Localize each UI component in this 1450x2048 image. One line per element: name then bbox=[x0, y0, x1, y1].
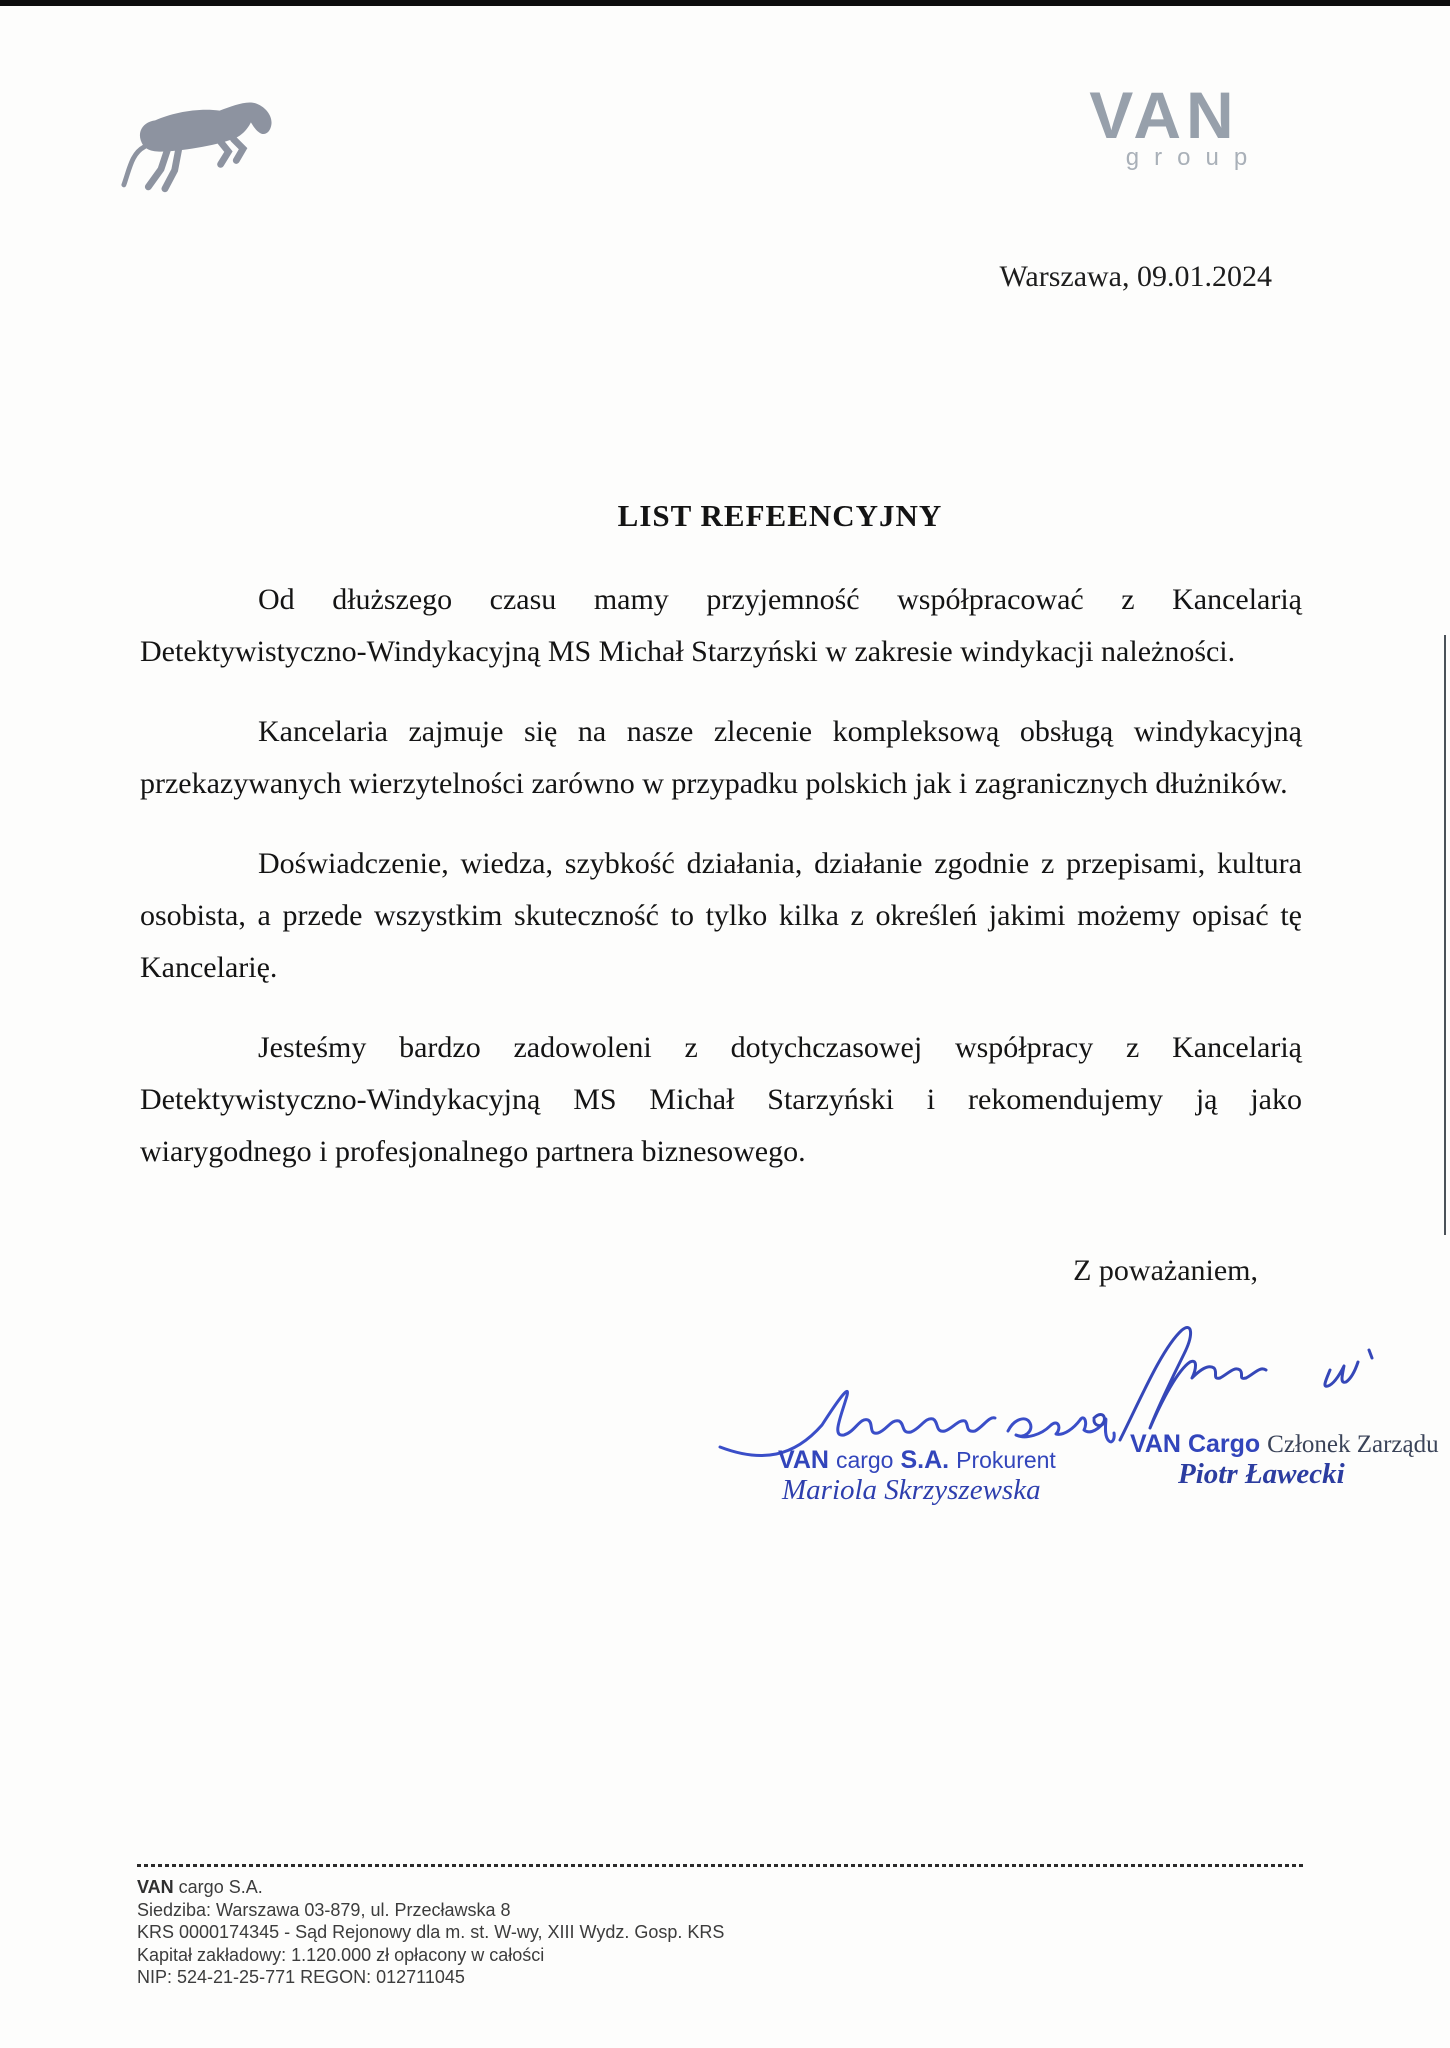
paragraph-4: Jesteśmy bardzo zadowoleni z dotychczasowej współpracy z Kancelarią Detektywistyczno-Windykacyjną MS Michał Starzyński i rekomendujemy ją jako wiarygodnego i profesjonalnego partnera biznesowego. bbox=[140, 1031, 1302, 1168]
stamp-left-cargo: cargo bbox=[835, 1447, 894, 1473]
scan-right-edge-line bbox=[1444, 635, 1446, 1235]
van-logo-text: VAN bbox=[1089, 78, 1239, 152]
date-line: Warszawa, 09.01.2024 bbox=[999, 260, 1272, 293]
paragraph-1: Od dłuższego czasu mamy przyjemność współpracować z Kancelarią Detektywistyczno-Windykacyjną MS Michał Starzyński w zakresie windykacji należności. bbox=[140, 583, 1302, 668]
stamp-left-sa: S.A. bbox=[900, 1446, 950, 1474]
scan-top-edge bbox=[0, 0, 1450, 6]
signer-name-right: Piotr Ławecki bbox=[1178, 1458, 1345, 1490]
footer-capital-line: Kapitał zakładowy: 1.120.000 zł opłacony w całości bbox=[137, 1944, 545, 1965]
stamp-right-role: Członek Zarządu bbox=[1267, 1431, 1439, 1458]
closing-salutation: Z poważaniem, bbox=[1073, 1254, 1258, 1287]
footer-krs-line: KRS 0000174345 - Sąd Rejonowy dla m. st. W-wy, XIII Wydz. Gosp. KRS bbox=[137, 1922, 725, 1942]
footer-dashed-rule bbox=[137, 1864, 1303, 1867]
footer-company-line bbox=[137, 1876, 1137, 1899]
letter-body bbox=[140, 574, 1302, 1206]
stamp-left-van: VAN bbox=[778, 1446, 829, 1474]
footer-nip-regon-line: NIP: 524-21-25-771 REGON: 012711045 bbox=[137, 1967, 465, 1987]
signer-name-left: Mariola Skrzyszewska bbox=[782, 1474, 1041, 1506]
footer-company-info bbox=[137, 1876, 1137, 1989]
footer-company-rest: cargo S.A. bbox=[173, 1877, 263, 1897]
footer-address-line: Siedziba: Warszawa 03-879, ul. Przecławska 8 bbox=[137, 1899, 511, 1920]
stamp-left bbox=[778, 1446, 1063, 1475]
paragraph-2: Kancelaria zajmuje się na nasze zlecenie kompleksową obsługą windykacyjną przekazywanych wierzytelności zarówno w przypadku polskich jak i zagranicznych dłużników. bbox=[140, 715, 1302, 800]
letter-title: LIST REFEENCYJNY bbox=[617, 498, 943, 533]
stamp-right-van: VAN bbox=[1130, 1430, 1181, 1458]
paragraph-3: Doświadczenie, wiedza, szybkość działania, działanie zgodnie z przepisami, kultura osobista, a przede wszystkim skuteczność to tylko kilka z określeń jakimi możemy opisać tę Kancelarię. bbox=[140, 847, 1302, 984]
van-group-logo bbox=[1038, 78, 1290, 172]
van-logo-subtext: group bbox=[1125, 144, 1263, 171]
stamp-right-cargo: Cargo bbox=[1187, 1430, 1261, 1458]
horse-logo-icon bbox=[118, 76, 333, 196]
footer-company-bold: VAN bbox=[137, 1877, 174, 1897]
stamp-left-role: Prokurent bbox=[956, 1447, 1056, 1473]
stamp-right bbox=[1130, 1430, 1446, 1459]
